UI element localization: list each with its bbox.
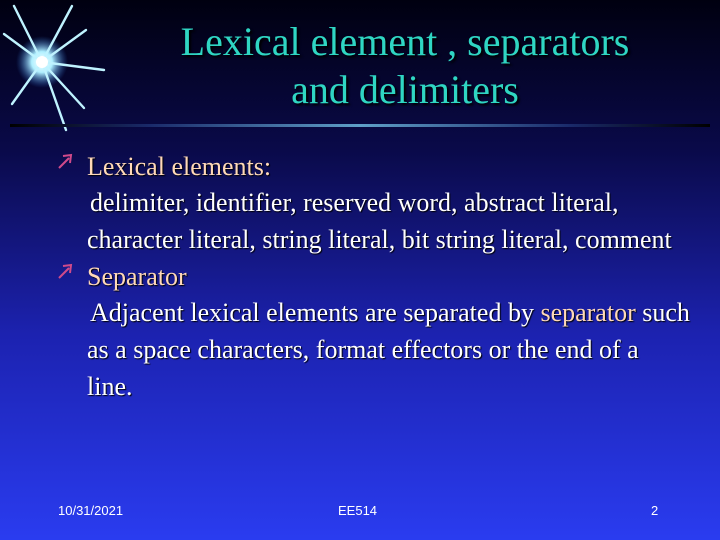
footer-page-number: 2	[651, 503, 659, 518]
bullet-paragraph: delimiter, identifier, reserved word, abstract literal, character literal, string literal, bit string literal, comment	[87, 188, 672, 254]
footer-course: EE514	[338, 503, 378, 518]
slide-body	[55, 150, 690, 405]
bullet-item-separator	[87, 260, 690, 294]
title-line-2: and delimiters	[291, 67, 519, 112]
title-line-1: Lexical element , separators	[180, 19, 630, 64]
footer-date: 10/31/2021	[58, 503, 124, 518]
paragraph-term: separator	[540, 298, 636, 327]
paragraph-text-pre: Adjacent lexical elements are separated by	[90, 298, 534, 327]
arrow-up-right-icon	[55, 151, 75, 171]
slide-title	[110, 18, 700, 114]
paragraph-text-post: such as a space characters, format effectors or the end of a line.	[87, 298, 690, 401]
star-burst-icon	[0, 0, 110, 135]
bullet-suffix: :	[263, 152, 272, 181]
title-divider	[10, 124, 710, 127]
bullet-paragraph	[87, 294, 690, 405]
bullet-label: Lexical elements	[87, 152, 264, 181]
bullet-label: Separator	[87, 262, 187, 291]
bullet-item-lexical-elements	[87, 150, 690, 184]
arrow-up-right-icon	[55, 261, 75, 281]
